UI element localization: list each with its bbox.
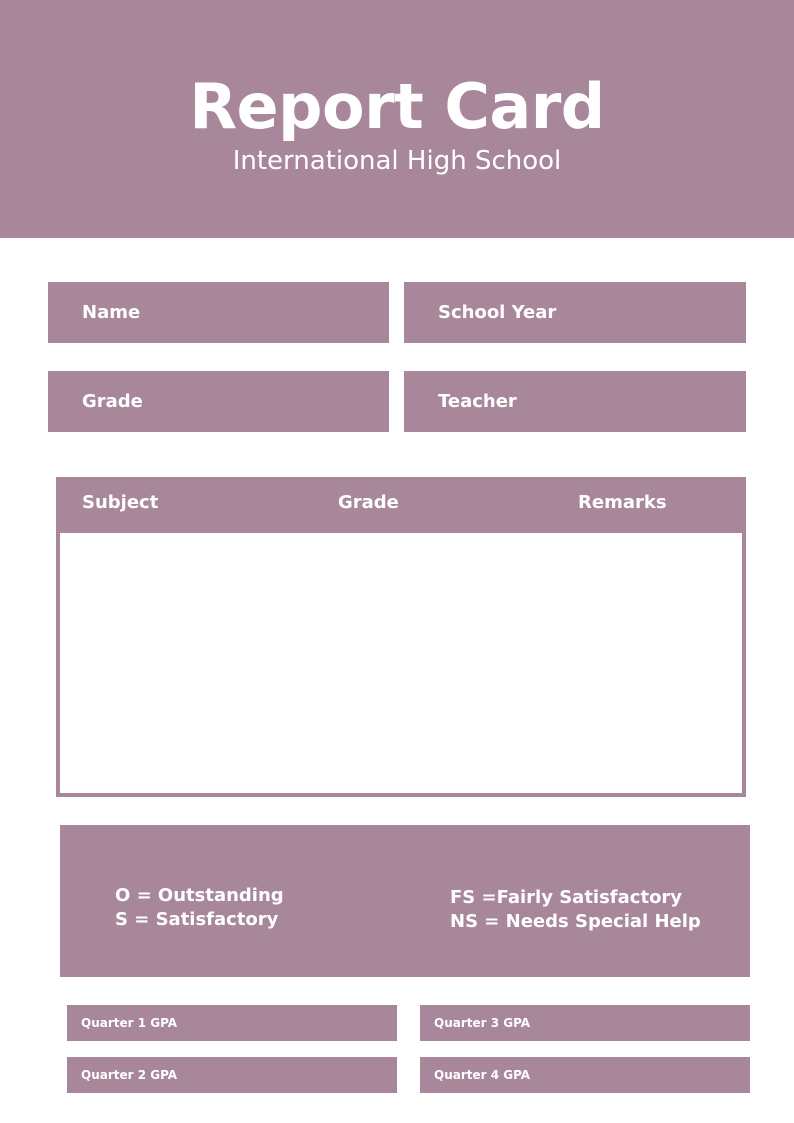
quarter-2-gpa-label: Quarter 2 GPA xyxy=(81,1068,178,1082)
legend-satisfactory: S = Satisfactory xyxy=(115,909,279,930)
page-title: Report Card xyxy=(189,70,605,143)
column-header-grade: Grade xyxy=(338,492,399,513)
quarter-1-gpa-label: Quarter 1 GPA xyxy=(81,1016,178,1030)
legend-needs-special-help: NS = Needs Special Help xyxy=(450,911,701,932)
header-banner xyxy=(0,0,794,238)
quarter-1-gpa-field[interactable] xyxy=(67,1005,397,1041)
name-field[interactable] xyxy=(48,282,389,343)
name-label: Name xyxy=(82,302,141,323)
school-year-field[interactable] xyxy=(404,282,746,343)
column-header-subject: Subject xyxy=(82,492,159,513)
quarter-4-gpa-label: Quarter 4 GPA xyxy=(434,1068,531,1082)
quarter-3-gpa-field[interactable] xyxy=(420,1005,750,1041)
teacher-field[interactable] xyxy=(404,371,746,432)
legend-fairly-satisfactory: FS =Fairly Satisfactory xyxy=(450,887,683,908)
legend-outstanding: O = Outstanding xyxy=(115,885,284,906)
school-year-label: School Year xyxy=(438,302,557,323)
grading-legend xyxy=(60,825,750,977)
school-name: International High School xyxy=(232,146,562,176)
quarter-3-gpa-label: Quarter 3 GPA xyxy=(434,1016,531,1030)
grade-field[interactable] xyxy=(48,371,389,432)
quarter-2-gpa-field[interactable] xyxy=(67,1057,397,1093)
grade-label: Grade xyxy=(82,391,143,412)
grades-table xyxy=(56,477,746,797)
quarter-4-gpa-field[interactable] xyxy=(420,1057,750,1093)
table-body[interactable] xyxy=(60,533,742,793)
column-header-remarks: Remarks xyxy=(578,492,667,513)
teacher-label: Teacher xyxy=(438,391,517,412)
table-header xyxy=(56,477,746,529)
